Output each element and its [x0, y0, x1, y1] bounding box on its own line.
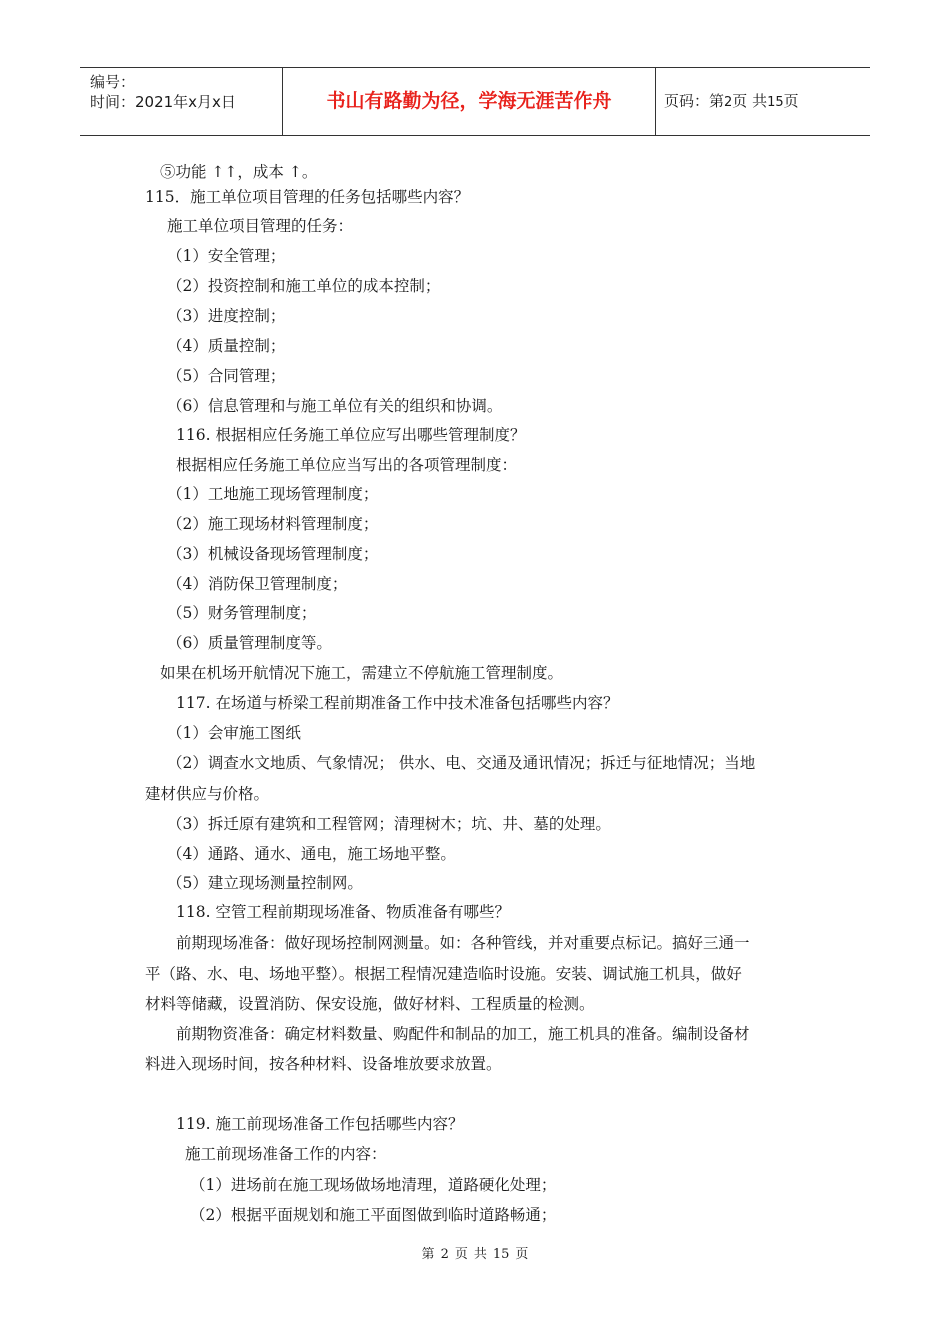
list-item: （6）信息管理和与施工单位有关的组织和协调。: [167, 397, 503, 415]
paragraph-line: 前期现场准备：做好现场控制网测量。如：各种管线，并对重要点标记。搞好三通一: [176, 934, 750, 952]
page-number: 2: [724, 95, 733, 110]
text-line: ⑤功能 ↑↑，成本 ↑。: [160, 163, 318, 181]
text-line: 施工单位项目管理的任务：: [167, 217, 354, 235]
header-page-info: [656, 68, 870, 135]
list-item: （4）通路、通水、通电，施工场地平整。: [167, 845, 456, 863]
list-item: （2）投资控制和施工单位的成本控制；: [167, 277, 441, 295]
page-label: 页码：第: [664, 92, 725, 110]
page-end: 页: [783, 92, 799, 110]
paragraph-line: 材料等储藏，设置消防、保安设施，做好材料、工程质量的检测。: [145, 995, 595, 1013]
paragraph-line: 前期物资准备：确定材料数量、购配件和制品的加工，施工机具的准备。编制设备材: [176, 1025, 750, 1043]
text-line: 根据相应任务施工单位应当写出的各项管理制度：: [176, 456, 518, 474]
paragraph-line: 平（路、水、电、场地平整）。根据工程情况建造临时设施。安装、调试施工机具，做好: [145, 965, 742, 983]
page-mid: 页 共: [732, 92, 768, 110]
list-item: （1）会审施工图纸: [167, 724, 301, 742]
footer-mid: 页: [454, 1247, 468, 1262]
header-motto: 书山有路勤为径，学海无涯苦作舟: [283, 68, 656, 135]
list-item: （1）进场前在施工现场做场地清理，道路硬化处理；: [190, 1176, 557, 1194]
list-item: （1）工地施工现场管理制度；: [167, 485, 379, 503]
list-item: （4）消防保卫管理制度；: [167, 575, 348, 593]
list-item: （3）拆迁原有建筑和工程管网；清理树木；坑、井、墓的处理。: [167, 815, 611, 833]
footer-total: 15: [492, 1247, 510, 1262]
footer-page-number: 2: [440, 1247, 449, 1262]
header-meta: [80, 68, 283, 135]
text-line: 建材供应与价格。: [145, 785, 270, 803]
list-item: （6）质量管理制度等。: [167, 634, 332, 652]
text-line: 如果在机场开航情况下施工，需建立不停航施工管理制度。: [160, 664, 564, 682]
paragraph-line: 料进入现场时间，按各种材料、设备堆放要求放置。: [145, 1055, 502, 1073]
code-label: 编号：: [90, 73, 136, 91]
footer-total-pre: 共: [473, 1247, 487, 1262]
list-item: （3）进度控制；: [167, 307, 286, 325]
question-117: 117. 在场道与桥梁工程前期准备工作中技术准备包括哪些内容？: [176, 694, 619, 712]
list-item: （4）质量控制；: [167, 337, 286, 355]
page-header: [80, 67, 870, 136]
text-line: 施工前现场准备工作的内容：: [185, 1145, 387, 1163]
list-item: （3）机械设备现场管理制度；: [167, 545, 379, 563]
time-label: 时间：2021年x月x日: [90, 93, 236, 111]
list-item: （2）调查水文地质、气象情况； 供水、电、交通及通讯情况；拆迁与征地情况；当地: [167, 754, 756, 772]
question-119: 119. 施工前现场准备工作包括哪些内容？: [176, 1115, 464, 1133]
list-item: （1）安全管理；: [167, 247, 286, 265]
list-item: （2）根据平面规划和施工平面图做到临时道路畅通；: [190, 1206, 557, 1224]
question-116: 116. 根据相应任务施工单位应写出哪些管理制度？: [176, 426, 526, 444]
list-item: （5）建立现场测量控制网。: [167, 874, 363, 892]
footer-pre: 第: [421, 1247, 435, 1262]
list-item: （2）施工现场材料管理制度；: [167, 515, 379, 533]
list-item: （5）财务管理制度；: [167, 604, 317, 622]
question-115: 115．施工单位项目管理的任务包括哪些内容？: [145, 188, 470, 206]
page-footer: [0, 1246, 950, 1264]
page-total: 15: [767, 95, 784, 110]
footer-end: 页: [515, 1247, 529, 1262]
question-118: 118. 空管工程前期现场准备、物质准备有哪些？: [176, 903, 510, 921]
list-item: （5）合同管理；: [167, 367, 286, 385]
